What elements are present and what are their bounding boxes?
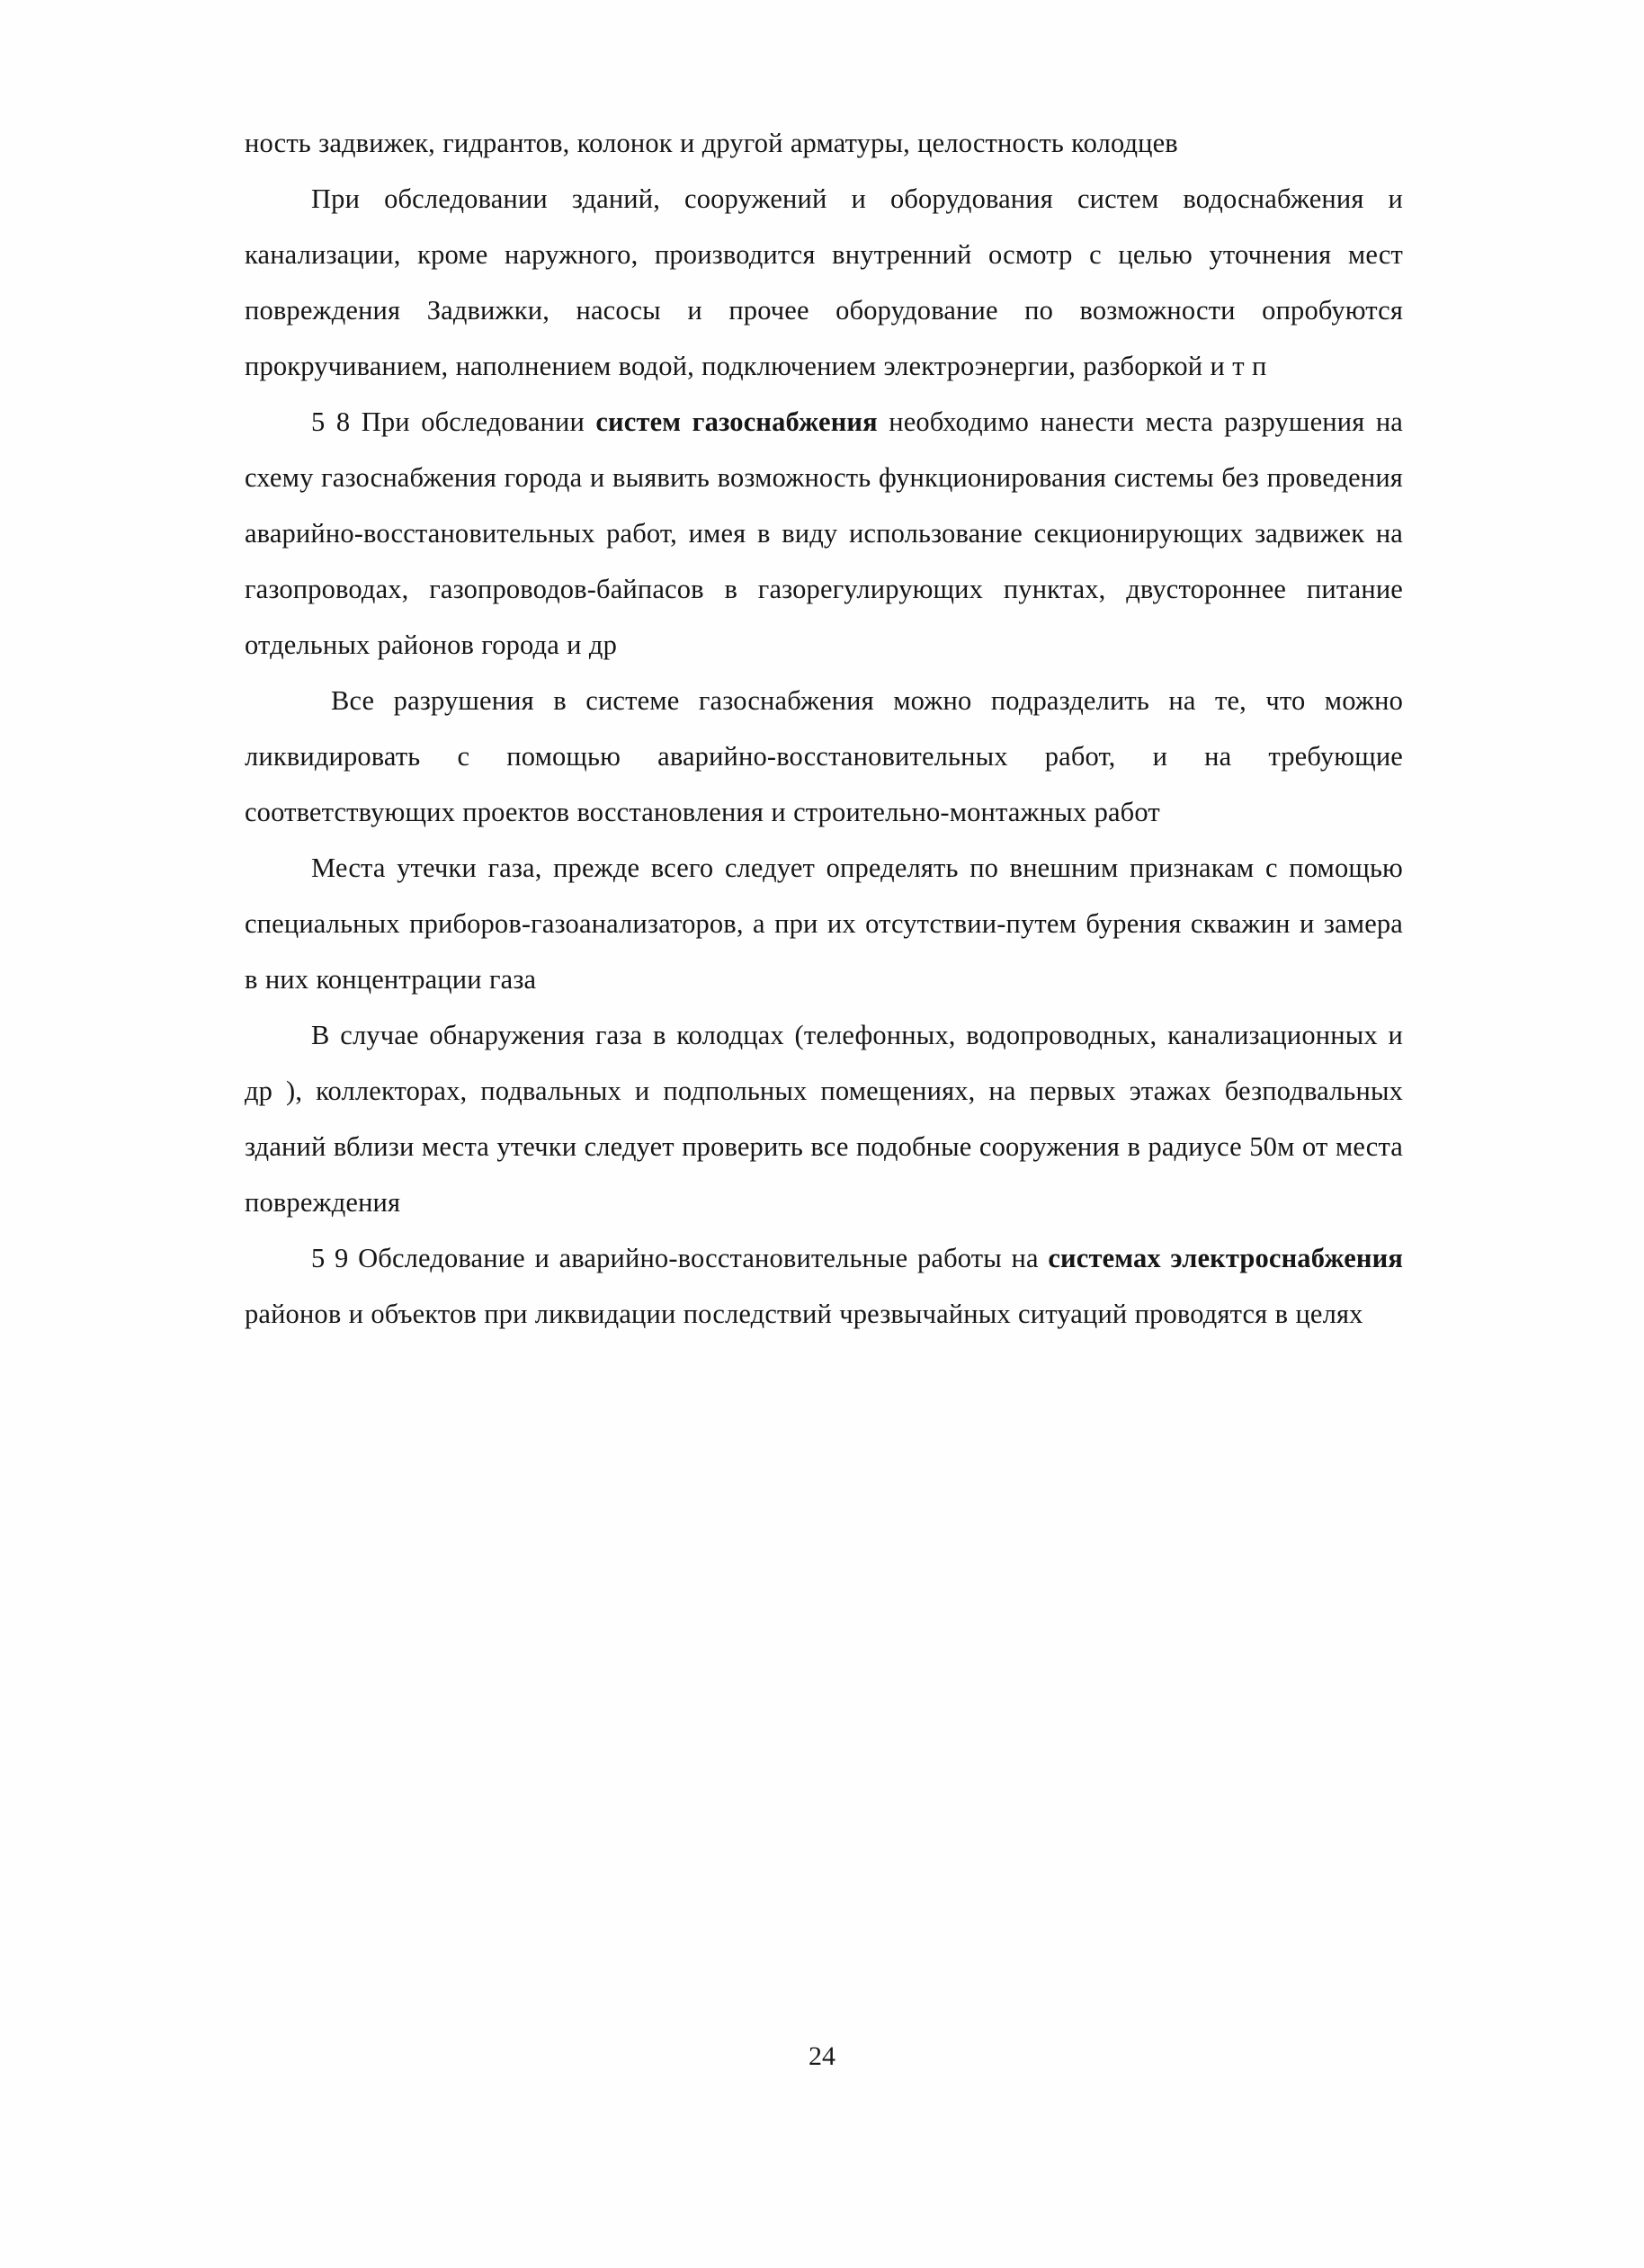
paragraph-clause-5-8 xyxy=(245,394,1403,673)
paragraph-gas-damage-types: Все разрушения в системе газоснабжения можно подразделить на те, что можно ликвидировать с помощью аварийно-восстановительных работ, и на требующие соответствующих проектов восстановления и строительно-монтажных работ xyxy=(245,685,1403,827)
page-number: 24 xyxy=(809,2041,835,2071)
paragraph-clause-5-9 xyxy=(245,1230,1403,1342)
clause-5-8-prefix: 5 8 При обследовании xyxy=(311,406,596,437)
paragraph-gas-in-wells: В случае обнаружения газа в колодцах (телефонных, водопроводных, канализационных и др ), коллекторах, подвальных и подпольных помещениях, на первых этажах безподвальных зданий вблизи места утечки следует проверить все подобные сооружения в радиусе 50м от места повреждения xyxy=(245,1020,1403,1218)
clause-5-9-prefix: 5 9 Обследование и аварийно-восстановительные работы на xyxy=(311,1243,1049,1273)
paragraph-water-supply-inspection: При обследовании зданий, сооружений и оборудования систем водоснабжения и канализации, кроме наружного, производится внутренний осмотр с целью уточнения мест повреждения Задвижки, насосы и прочее оборудование по возможности опробуются прокручиванием, наполнением водой, подключением электроэнергии, разборкой и т п xyxy=(245,183,1403,381)
clause-5-8-bold-term: систем газоснабжения xyxy=(595,406,878,437)
page-body xyxy=(245,115,1403,1342)
clause-5-8-suffix: необходимо нанести места разрушения на схему газоснабжения города и выявить возможность функционирования системы без проведения аварийно-восстановительных работ, имея в виду использование секционирующих задвижек на газопроводах, газопроводов-байпасов в газорегулирующих пунктах, двустороннее питание отдельных районов города и др xyxy=(245,406,1403,660)
clause-5-9-suffix: районов и объектов при ликвидации последствий чрезвычайных ситуаций проводятся в целях xyxy=(245,1299,1363,1329)
paragraph-gas-leak-detection: Места утечки газа, прежде всего следует определять по внешним признакам с помощью специальных приборов-газоанализаторов, а при их отсутствии-путем бурения скважин и замера в них концентрации газа xyxy=(245,853,1403,995)
paragraph-continued: ность задвижек, гидрантов, колонок и другой арматуры, целостность колодцев xyxy=(245,128,1178,158)
clause-5-9-bold-term: системах электроснабжения xyxy=(1048,1243,1403,1273)
